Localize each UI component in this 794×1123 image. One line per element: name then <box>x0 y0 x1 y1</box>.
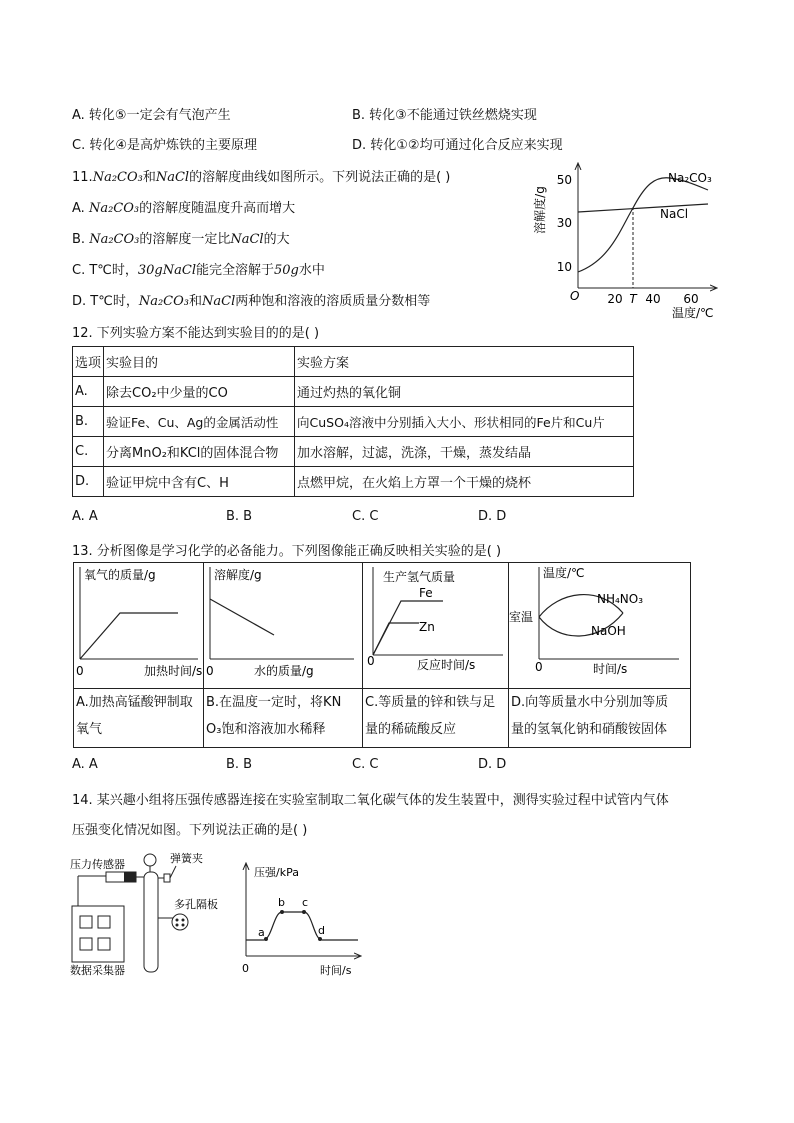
q11-option-b: B. Na₂CO₃的溶解度一定比NaCl的大 <box>72 232 290 247</box>
table-header-row <box>73 347 634 377</box>
graph-d-origin: 0 <box>535 660 543 674</box>
nacl-curve <box>578 204 708 212</box>
graph-c <box>363 563 507 687</box>
na2co3-curve <box>578 178 708 272</box>
label-b: b <box>278 896 285 909</box>
col-option: 选项 <box>73 347 104 377</box>
q12-answer-b: B. B <box>226 509 253 524</box>
x-tick-t: T <box>629 292 637 306</box>
pressure-origin: 0 <box>242 962 249 975</box>
cell-plan: 加水溶解，过滤，洗涤，干燥，蒸发结晶 <box>295 437 634 467</box>
graph-c-xlabel: 反应时间/s <box>417 658 476 672</box>
cell-option: A. <box>73 377 104 407</box>
col-plan: 实验方案 <box>295 347 634 377</box>
x-tick-40: 40 <box>645 292 661 306</box>
cell-option: C. <box>73 437 104 467</box>
graph-b-xlabel: 水的质量/g <box>254 664 314 678</box>
graph-d-label-1: NH₄NO₃ <box>597 592 644 606</box>
q13-answer-b: B. B <box>226 757 253 772</box>
y-axis-label: 溶解度/g <box>533 186 547 234</box>
graph-d-room-temp: 室温 <box>509 610 534 624</box>
q14-stem-line2: 压强变化情况如图。下列说法正确的是( ) <box>72 823 308 838</box>
graph-c-origin: 0 <box>367 654 375 668</box>
apparatus-diagram <box>64 846 234 980</box>
cell-purpose: 分离MnO₂和KCl的固体混合物 <box>104 437 295 467</box>
q11-option-d: D. T℃时，Na₂CO₃和NaCl两种饱和溶液的溶质质量分数相等 <box>72 294 431 309</box>
q13-answer-c: C. C <box>352 757 379 772</box>
pressure-ylabel: 压强/kPa <box>254 866 299 879</box>
q13-stem: 13. 分析图像是学习化学的必备能力。下列图像能正确反映相关实验的是( ) <box>72 544 502 559</box>
point-b <box>280 910 284 914</box>
data-collector-box <box>72 906 124 962</box>
graph-c-ylabel: 生产氢气质量 <box>383 570 456 584</box>
x-tick-20: 20 <box>607 292 623 306</box>
graph-d-xlabel: 时间/s <box>593 662 628 676</box>
spring-clip-label: 弹簧夹 <box>170 852 203 865</box>
graph-d-ylabel: 温度/℃ <box>543 566 585 580</box>
origin-label: O <box>570 289 580 303</box>
table-row <box>73 407 634 437</box>
table-row <box>73 437 634 467</box>
q13-answer-d: D. D <box>478 757 507 772</box>
q10-option-c: C. 转化④是高炉炼铁的主要原理 <box>72 138 257 153</box>
point-d <box>318 937 322 941</box>
porous-plate-icon <box>172 914 188 930</box>
q13-caption-c: C.等质量的锌和铁与足 量的稀硫酸反应 <box>365 695 496 737</box>
point-c <box>302 910 306 914</box>
graph-b <box>204 563 361 687</box>
y-tick-10: 10 <box>556 260 572 274</box>
q11-option-c: C. T℃时，30gNaCl能完全溶解于50g水中 <box>72 263 325 278</box>
graph-d <box>509 563 689 687</box>
label-c: c <box>302 896 309 909</box>
graph-a-origin: 0 <box>76 664 84 678</box>
graph-b-line <box>210 599 274 635</box>
table-row <box>73 377 634 407</box>
q13-caption-d: D.向等质量水中分别加等质 量的氢氧化钠和硝酸铵固体 <box>511 695 669 737</box>
solubility-chart <box>530 160 730 322</box>
q13-caption-a: A.加热高锰酸钾制取 氧气 <box>76 695 193 737</box>
cell-option: B. <box>73 407 104 437</box>
q14-stem-line1: 14. 某兴趣小组将压强传感器连接在实验室制取二氧化碳气体的发生装置中，测得实验过程中试管内气体 <box>72 793 669 808</box>
cell-purpose: 除去CO₂中少量的CO <box>104 377 295 407</box>
label-d: d <box>318 924 325 937</box>
graph-b-ylabel: 溶解度/g <box>214 568 262 582</box>
graph-d-label-2: NaOH <box>591 624 626 638</box>
y-tick-50: 50 <box>556 173 572 187</box>
q11-option-a: A. Na₂CO₃的溶解度随温度升高而增大 <box>72 201 296 216</box>
cell-plan: 通过灼热的氧化铜 <box>295 377 634 407</box>
graph-a-xlabel: 加热时间/s <box>144 664 202 678</box>
table-row <box>73 467 634 497</box>
q11-stem: 11.Na₂CO₃和NaCl的溶解度曲线如图所示。下列说法正确的是( ) <box>72 170 451 185</box>
cell-plan: 向CuSO₄溶液中分别插入大小、形状相同的Fe片和Cu片 <box>295 407 634 437</box>
label-a: a <box>258 926 265 939</box>
nacl-label: NaCl <box>660 207 689 221</box>
cell-purpose: 验证甲烷中含有C、H <box>104 467 295 497</box>
cell-option: D. <box>73 467 104 497</box>
q12-answer-a: A. A <box>72 509 98 524</box>
graph-a <box>74 563 202 687</box>
graph-b-origin: 0 <box>206 664 214 678</box>
sensor-tip <box>124 872 136 882</box>
q12-table <box>72 346 634 497</box>
porous-plate-label: 多孔隔板 <box>174 898 218 911</box>
cell-purpose: 验证Fe、Cu、Ag的金属活动性 <box>104 407 295 437</box>
spring-clip-icon <box>164 874 170 882</box>
funnel-bulb <box>144 854 156 866</box>
data-collector-label: 数据采集器 <box>70 964 125 977</box>
col-purpose: 实验目的 <box>104 347 295 377</box>
graph-c-fe-label: Fe <box>419 586 433 600</box>
x-axis-label: 温度/℃ <box>672 306 714 320</box>
q13-caption-b: B.在温度一定时，将KN O₃饱和溶液加水稀释 <box>206 695 342 737</box>
pressure-sensor-label: 压力传感器 <box>70 858 125 871</box>
graph-c-zn-label: Zn <box>419 620 435 634</box>
pressure-graph <box>236 860 366 978</box>
q10-option-b: B. 转化③不能通过铁丝燃烧实现 <box>352 108 537 123</box>
cell-plan: 点燃甲烷，在火焰上方罩一个干燥的烧杯 <box>295 467 634 497</box>
y-tick-30: 30 <box>556 216 572 230</box>
graph-a-line <box>80 613 178 659</box>
test-tube <box>144 872 158 972</box>
na2co3-label: Na₂CO₃ <box>668 171 712 185</box>
q12-answer-c: C. C <box>352 509 379 524</box>
x-tick-60: 60 <box>683 292 699 306</box>
q12-stem: 12. 下列实验方案不能达到实验目的的是( ) <box>72 326 320 341</box>
q12-answer-d: D. D <box>478 509 507 524</box>
graph-c-zn-line <box>373 623 419 655</box>
pressure-xlabel: 时间/s <box>320 964 352 977</box>
q10-option-a: A. 转化⑤一定会有气泡产生 <box>72 108 231 123</box>
graph-a-ylabel: 氧气的质量/g <box>84 568 156 582</box>
q10-option-d: D. 转化①②均可通过化合反应来实现 <box>352 138 563 153</box>
q13-answer-a: A. A <box>72 757 98 772</box>
